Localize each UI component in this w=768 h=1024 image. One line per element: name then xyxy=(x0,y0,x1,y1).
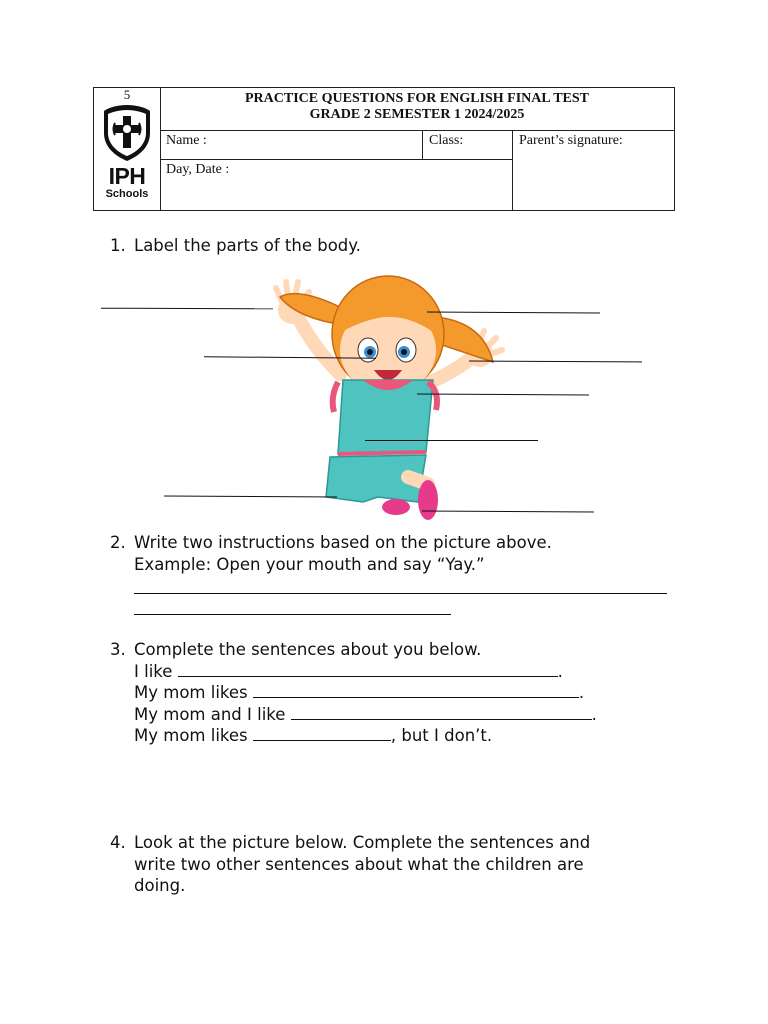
label-line[interactable] xyxy=(101,308,273,310)
answer-line[interactable] xyxy=(134,614,451,615)
question-number: 4. xyxy=(110,833,126,852)
shield-cross-icon xyxy=(101,103,153,163)
class-label: Class: xyxy=(429,133,464,148)
question-text-line-3: doing. xyxy=(134,876,186,895)
blank[interactable] xyxy=(253,725,391,741)
question-number: 1. xyxy=(110,236,126,255)
answer-line[interactable] xyxy=(134,593,667,594)
sentence-2: My mom likes . xyxy=(134,683,585,702)
question-3 xyxy=(110,639,597,747)
sentence-3: My mom and I like . xyxy=(134,704,597,724)
question-1 xyxy=(110,235,361,257)
blank[interactable] xyxy=(253,682,579,698)
page-number: 5 xyxy=(123,87,131,102)
jumping-girl-illustration xyxy=(268,262,508,530)
question-text: Label the parts of the body. xyxy=(134,236,361,255)
question-text-line-1: Look at the picture below. Complete the sentences and xyxy=(134,833,591,852)
class-field[interactable] xyxy=(423,131,513,160)
date-label: Day, Date : xyxy=(166,162,230,177)
title-line-2: GRADE 2 SEMESTER 1 2024/2025 xyxy=(309,107,525,122)
date-field[interactable] xyxy=(160,160,513,210)
question-4 xyxy=(110,832,590,897)
logo-sub: Schools xyxy=(105,188,149,200)
sentence-1: I like . xyxy=(134,661,563,681)
title-cell xyxy=(160,88,674,131)
header-table xyxy=(93,87,675,211)
question-2 xyxy=(110,532,552,575)
question-number: 2. xyxy=(110,533,126,552)
name-field[interactable] xyxy=(160,131,423,160)
sentence-4: My mom likes , but I don’t. xyxy=(134,726,493,745)
label-line[interactable] xyxy=(365,440,538,441)
name-label: Name : xyxy=(166,133,207,148)
question-text: Complete the sentences about you below. xyxy=(134,640,482,659)
blank[interactable] xyxy=(291,704,592,720)
blank[interactable] xyxy=(178,661,558,677)
question-text-line-2: write two other sentences about what the children are xyxy=(134,854,584,874)
title-line-1: PRACTICE QUESTIONS FOR ENGLISH FINAL TEST xyxy=(245,91,589,106)
question-text: Write two instructions based on the picture above. xyxy=(134,533,552,552)
signature-label: Parent’s signature: xyxy=(519,133,623,148)
logo-name: IPH xyxy=(108,163,146,189)
question-number: 3. xyxy=(110,640,126,659)
example-text: Example: Open your mouth and say “Yay.” xyxy=(134,554,485,574)
logo-cell xyxy=(94,88,161,210)
signature-field[interactable] xyxy=(513,131,674,210)
label-line[interactable] xyxy=(164,496,337,498)
